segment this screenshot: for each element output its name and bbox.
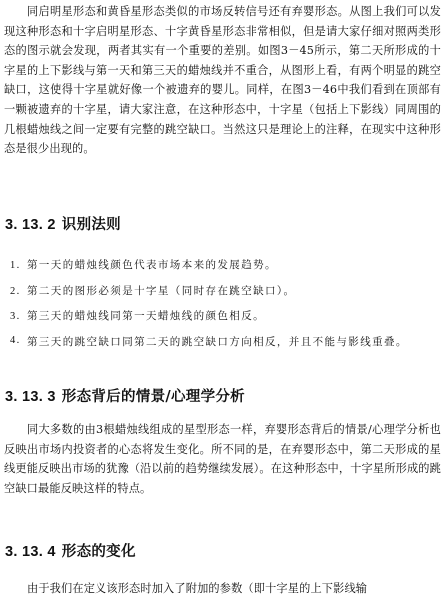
list-item [10,304,440,330]
section-heading-psychology [5,385,245,406]
list-item [10,330,440,353]
list-item-text: 第三天的蜡烛线同第一天蜡烛线的颜色相反。 [27,310,265,322]
section-number: 3. 13. 4 [5,544,56,560]
list-item [10,253,440,279]
section-number: 3. 13. 3 [5,389,56,405]
section-title: 形态的变化 [61,543,136,560]
section-title: 识别法则 [61,216,121,233]
psychology-paragraph: 同大多数的由3根蜡烛线组成的星型形态一样，弃婴形态背后的情景/心理学分析也反映出市场内投资者的心态将发生变化。所不同的是，在弃婴形态中，第二天形成的星线更能反映出市场的犹豫（沿以前的趋势继续发展）。在这种形态中，十字星所形成的跳空缺口最能反映这样的特点。 [4,423,441,495]
section-heading-variations [5,540,136,561]
list-item [10,279,440,305]
section-number: 3. 13. 2 [5,217,56,233]
list-item-number: 1. [10,260,21,271]
section-title: 形态背后的情景/心理学分析 [61,388,245,405]
list-item-text: 第三天的跳空缺口同第二天的跳空缺口方向相反，并且不能与影线重叠。 [27,335,408,348]
intro-paragraph: 同启明星形态和黄昏星形态类似的市场反转信号还有弃婴形态。从图上我们可以发现这种形态和十字启明星形态、十字黄昏星形态非常相似，但是请大家仔细对照两类形态的图示就会发现，两者其实有一个重要的差别。如图3－45所示，第二天所形成的十字星的上下影线与第一天和第三天的蜡烛线并不重合，从图形上看，有两个明显的跳空缺口，这使得十字星就好像一个被遗弃的婴儿。同样，在图3－46中我们看到在顶部有一颗被遗弃的十字星，请大家注意，在这种形态中，十字星（包括上下影线）同周围的几根蜡烛线之间一定要有完整的跳空缺口。当然这只是理论上的注释，在现实中这种形态是很少出现的。 [4,5,441,156]
list-item-text: 第一天的蜡烛线颜色代表市场本来的发展趋势。 [27,259,277,271]
list-item-number: 4. [10,334,21,346]
list-item-number: 3. [10,311,21,322]
list-item-text: 第二天的图形必须是十字星（同时存在跳空缺口）。 [27,284,296,297]
list-item-number: 2. [10,285,21,297]
variations-paragraph: 由于我们在定义该形态时加入了附加的参数（即十字星的上下影线输 [27,582,368,595]
rules-list [10,253,440,353]
section-heading-rules [5,213,121,234]
